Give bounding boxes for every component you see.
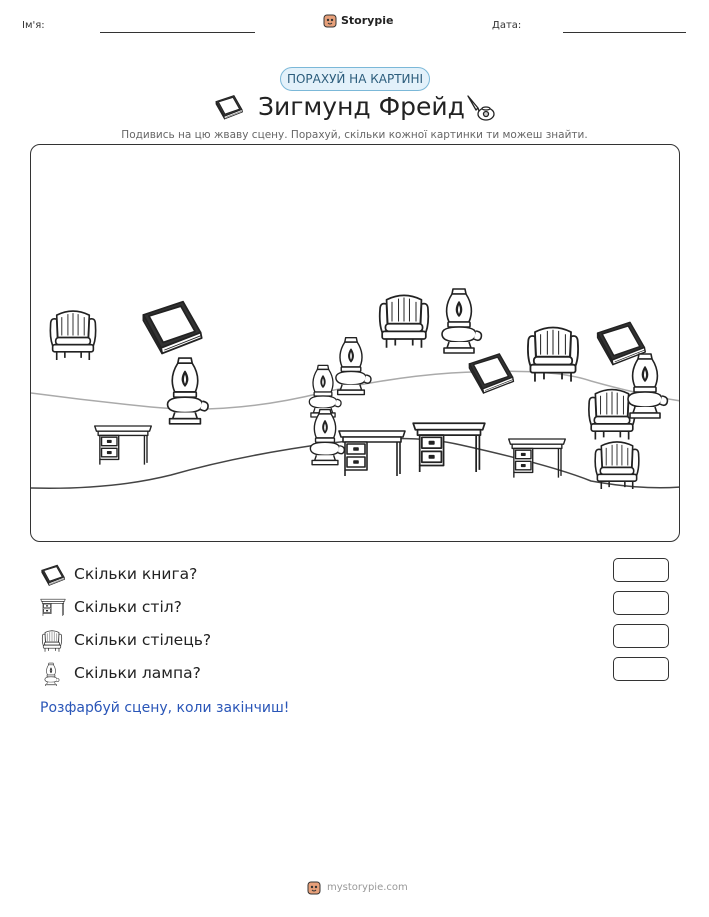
armchair-2: [380, 295, 429, 347]
answer-box-lamps[interactable]: [613, 657, 669, 681]
question-text: Скільки лампа?: [74, 664, 201, 682]
title-row: [0, 92, 709, 126]
question-text: Скільки стіл?: [74, 598, 182, 616]
name-field[interactable]: [100, 32, 255, 33]
storypie-logo-icon: [307, 880, 321, 895]
oil-lamp-5: [310, 410, 344, 465]
armchair-icon: [40, 629, 66, 653]
question-lamps: [40, 662, 670, 686]
inkwell-quill-icon: [464, 94, 496, 122]
question-desks: [40, 596, 670, 620]
counting-scene: [30, 144, 680, 542]
question-text: Скільки книга?: [74, 565, 198, 583]
desk-2: [339, 431, 405, 476]
footer: [307, 880, 408, 895]
oil-lamp-6: [628, 354, 667, 418]
answer-box-armchairs[interactable]: [613, 624, 669, 648]
scene-illustration: [31, 145, 680, 542]
date-field[interactable]: [563, 32, 686, 33]
brand-name: Storypie: [341, 14, 394, 27]
oil-lamp-4: [442, 289, 481, 353]
answer-box-books[interactable]: [613, 558, 669, 582]
desk-4: [509, 439, 566, 478]
desk-1: [95, 426, 152, 465]
answer-box-desks[interactable]: [613, 591, 669, 615]
question-text: Скільки стілець?: [74, 631, 212, 649]
book-1: [143, 302, 201, 354]
storypie-brand: [323, 13, 393, 28]
desk-icon: [40, 596, 66, 620]
oil-lamp-2: [336, 338, 371, 395]
name-label: Ім'я:: [22, 20, 45, 31]
instructions: Подивись на цю жваву сцену. Порахуй, скільки кожної картинки ти можеш знайти.: [121, 129, 588, 141]
oil-lamp-1: [168, 358, 209, 424]
question-armchairs: [40, 629, 670, 653]
question-books: [40, 563, 670, 587]
armchair-1: [50, 311, 95, 360]
storypie-logo-icon: [323, 13, 337, 28]
footer-url: mystorypie.com: [327, 882, 408, 893]
page-title: Зигмунд Фрейд: [258, 92, 465, 121]
book-2: [469, 354, 513, 393]
oil-lamp-icon: [40, 662, 66, 686]
colouring-note: Розфарбуй сцену, коли закінчиш!: [40, 700, 290, 716]
date-label: Дата:: [492, 20, 522, 31]
activity-badge: ПОРАХУЙ НА КАРТИНІ: [280, 67, 430, 91]
book-icon: [40, 563, 66, 587]
armchair-5: [595, 442, 639, 489]
